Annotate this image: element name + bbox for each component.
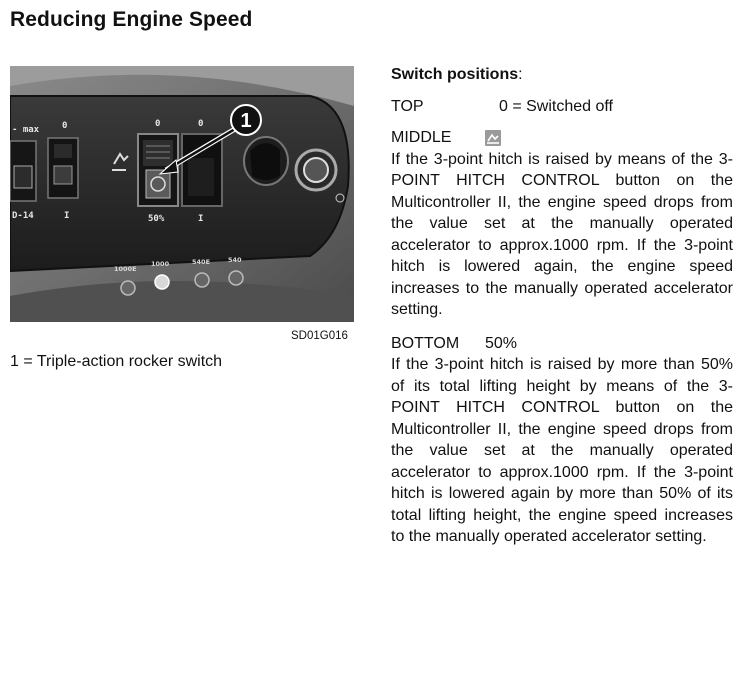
middle-position-row xyxy=(391,127,733,149)
label-zero-a: 0 xyxy=(62,121,68,131)
legend-text: 1 = Triple-action rocker switch xyxy=(10,353,223,370)
label-zero-c: 0 xyxy=(198,119,204,129)
top-position-row xyxy=(391,96,733,118)
label-d14: D-14 xyxy=(12,211,34,221)
bottom-position-row xyxy=(391,333,733,355)
middle-description: If the 3-point hitch is raised by means of the 3-POINT HITCH CONTROL button on the Multicontroller II, the engine speed drops from the value set at the manually operated accelerator to approx.1000 rpm. If the 3-point hitch is lowered again, the engine speed increases to the manually operated accelerator setting. xyxy=(391,150,733,318)
top-value: 0 = Switched off xyxy=(499,97,613,115)
bottom-value: 50% xyxy=(485,334,518,352)
bottom-description: If the 3-point hitch is raised by more than 50% of its total lifting height by means of the 3-POINT HITCH CONTROL button on the Multicontroller II, the engine speed drops from the value set at the manually operated accelerator to approx.1000 rpm. If the 3-point hitch is lowered again by more than 50% of its total lifting height, the engine speed increases to the manually operated accelerator setting. xyxy=(391,356,733,545)
switch-panel-illustration xyxy=(10,66,354,322)
label-pto-1000e: 1000E xyxy=(114,265,137,273)
switch-positions-section xyxy=(391,64,733,548)
page-title: Reducing Engine Speed xyxy=(10,8,253,31)
switch-panel-photo xyxy=(10,66,354,322)
label-pto-1000: 1000 xyxy=(151,260,170,268)
label-zero-b: 0 xyxy=(155,119,161,129)
label-pto-540: 540 xyxy=(228,256,242,264)
photo-caption: SD01G016 xyxy=(291,330,348,342)
section-heading: Switch positions: xyxy=(391,66,523,83)
top-key: TOP xyxy=(391,97,424,115)
middle-key: MIDDLE xyxy=(391,129,452,146)
label-pto-540e: 540E xyxy=(192,258,211,266)
engine-speed-reduction-icon xyxy=(485,130,501,146)
label-one-a: I xyxy=(64,211,70,221)
label-fifty: 50% xyxy=(148,214,165,224)
bottom-key: BOTTOM xyxy=(391,334,460,352)
callout-number: 1 xyxy=(240,110,252,132)
label-one-b: I xyxy=(198,214,204,224)
label-max: - max xyxy=(12,125,40,135)
